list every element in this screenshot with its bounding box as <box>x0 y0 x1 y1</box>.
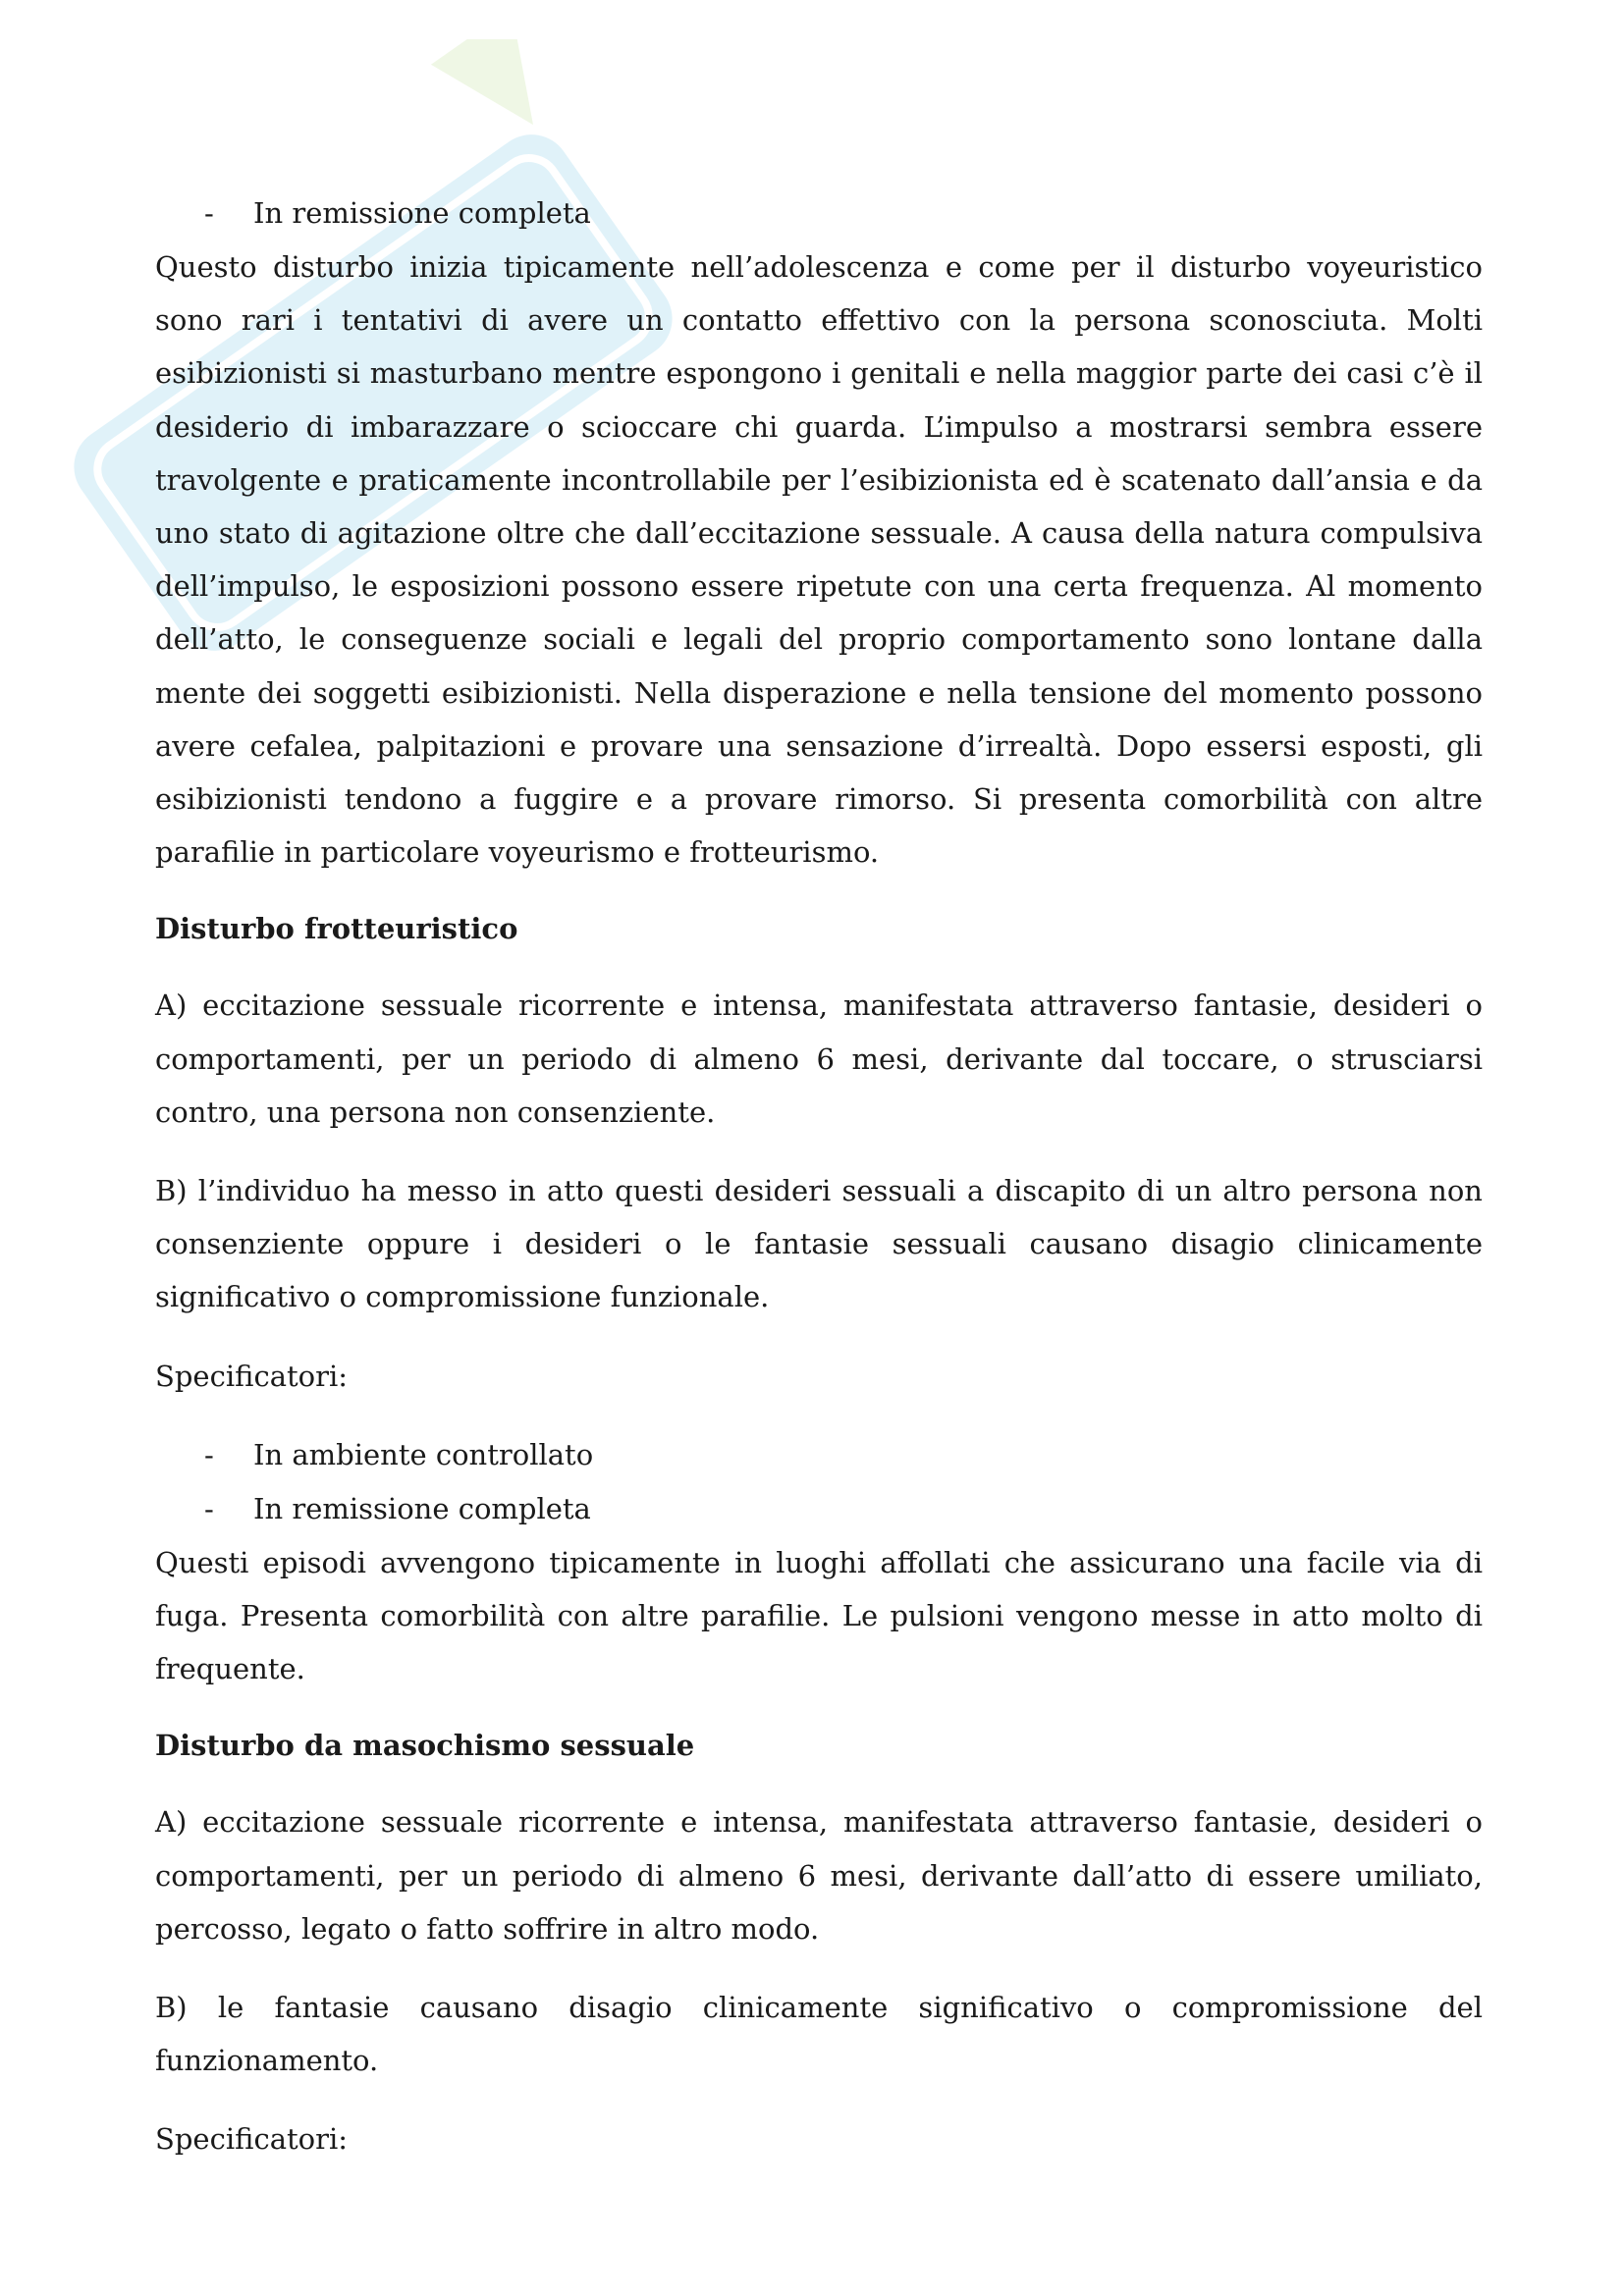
section-heading: Disturbo da masochismo sessuale <box>155 1729 695 1763</box>
bullet-dash: - <box>204 1491 214 1525</box>
bullet-dash: - <box>204 196 214 230</box>
criterion-a: A) eccitazione sessuale ricorrente e intensa, manifestata attraverso fantasie, desideri o comportamenti, per un periodo di almeno 6 mesi, derivante dal toccare, o strusciarsi contro, una persona non consenziente. <box>155 988 1483 1129</box>
list-item <box>155 187 1483 240</box>
criterion-b: B) l’individuo ha messo in atto questi desideri sessuali a discapito di un altro persona non consenziente oppure i desideri o le fantasie sessuali causano disagio clinicamente significativo o compromissione funzionale. <box>155 1174 1483 1314</box>
paragraph: Questo disturbo inizia tipicamente nell’adolescenza e come per il disturbo voyeuristico sono rari i tentativi di avere un contatto effettivo con la persona sconosciuta. Molti esibizionisti si masturbano mentre espongono i genitali e nella maggior parte dei casi c’è il desiderio di imbarazzare o scioccare chi guarda. L’impulso a mostrarsi sembra essere travolgente e praticamente incontrollabile per l’esibizionista ed è scatenato dall’ansia e da uno stato di agitazione oltre che dall’eccitazione sessuale. A causa della natura compulsiva dell’impulso, le esposizioni possono essere ripetute con una certa frequenza. Al momento dell’atto, le conseguenze sociali e legali del proprio comportamento sono lontane dalla mente dei soggetti esibizionisti. Nella disperazione e nella tensione del momento possono avere cefalea, palpitazioni e provare una sensazione d’irrealtà. Dopo essersi esposti, gli esibizionisti tendono a fuggire e a provare rimorso. Si presenta comorbilità con altre parafilie in particolare voyeurismo e frotteurismo. <box>155 250 1483 870</box>
list-item-text: In remissione completa <box>253 196 591 230</box>
specifiers-label: Specificatori: <box>155 2122 349 2157</box>
list-item <box>155 1482 1483 1536</box>
list-item-text: In remissione completa <box>253 1491 591 1525</box>
document-body <box>155 187 1483 2166</box>
list-item-text: In ambiente controllato <box>253 1437 594 1471</box>
specifiers-label: Specificatori: <box>155 1359 349 1393</box>
bullet-dash: - <box>204 1437 214 1471</box>
criterion-b: B) le fantasie causano disagio clinicamente significativo o compromissione del funzionamento. <box>155 1991 1483 2078</box>
list-item <box>155 1428 1483 1482</box>
criterion-a: A) eccitazione sessuale ricorrente e intensa, manifestata attraverso fantasie, desideri o comportamenti, per un periodo di almeno 6 mesi, derivante dall’atto di essere umiliato, percosso, legato o fatto soffrire in altro modo. <box>155 1805 1483 1946</box>
section-heading: Disturbo frotteuristico <box>155 912 518 946</box>
paragraph: Questi episodi avvengono tipicamente in luoghi affollati che assicurano una facile via di fuga. Presenta comorbilità con altre parafilie. Le pulsioni vengono messe in atto molto di frequente. <box>155 1545 1483 1686</box>
